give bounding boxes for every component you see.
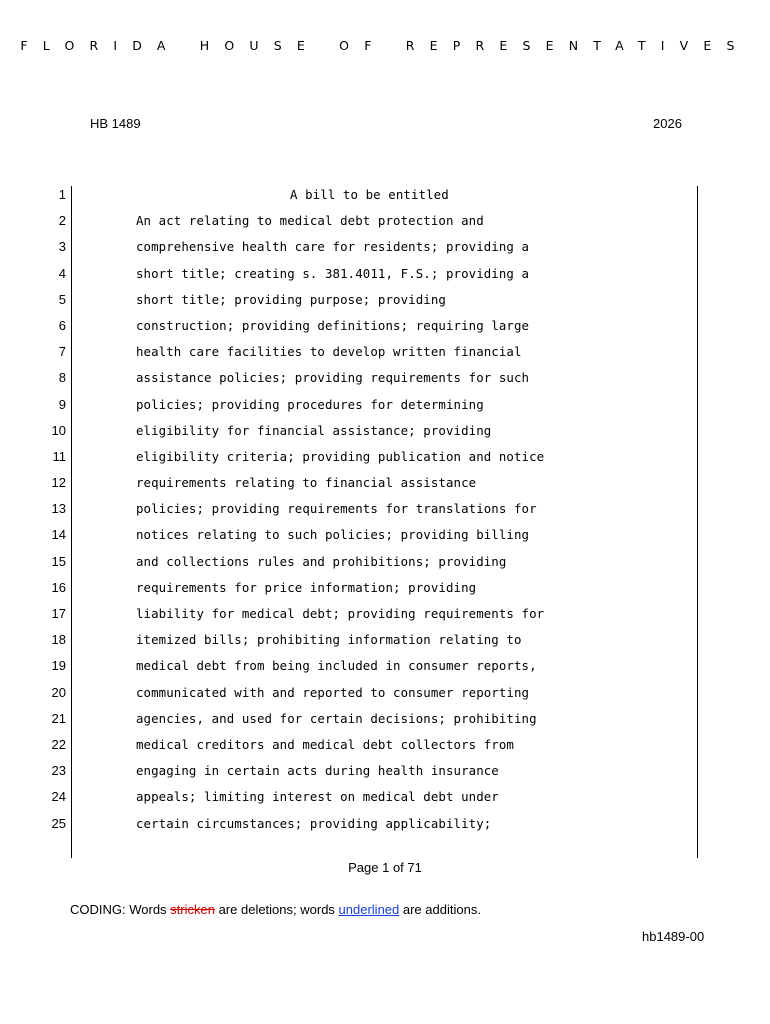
bill-year: 2026 [653, 116, 682, 131]
bill-line [0, 627, 770, 653]
line-text: agencies, and used for certain decisions; prohibiting [136, 710, 537, 726]
bill-line [0, 287, 770, 313]
line-text: medical debt from being included in consumer reports, [136, 658, 537, 674]
line-text: eligibility criteria; providing publication and notice [136, 448, 545, 464]
bill-line [0, 261, 770, 287]
bill-line [0, 234, 770, 260]
line-number: 6 [58, 317, 66, 333]
line-number: 12 [51, 475, 66, 491]
line-number: 25 [51, 815, 66, 831]
bill-line [0, 732, 770, 758]
line-text: appeals; limiting interest on medical debt under [136, 789, 499, 805]
line-number: 10 [51, 422, 66, 438]
line-text: short title; providing purpose; providing [136, 291, 446, 307]
line-number: 9 [58, 396, 66, 412]
bill-line [0, 706, 770, 732]
line-text: notices relating to such policies; providing billing [136, 527, 530, 543]
line-number: 15 [51, 553, 66, 569]
line-number: 3 [58, 239, 66, 255]
line-text: and collections rules and prohibitions; providing [136, 553, 507, 569]
line-number: 17 [51, 606, 66, 621]
line-text: medical creditors and medical debt collectors from [136, 736, 514, 752]
bill-line [0, 470, 770, 496]
line-number: 22 [51, 736, 66, 752]
bill-heading: A bill to be entitled [290, 187, 449, 202]
line-text: policies; providing procedures for determining [136, 396, 484, 412]
line-text: communicated with and reported to consumer reporting [136, 684, 530, 700]
line-number: 21 [51, 710, 66, 726]
line-number: 1 [58, 187, 66, 202]
line-text: requirements relating to financial assistance [136, 475, 477, 491]
coding-prefix: CODING: Words [70, 902, 171, 917]
line-text: short title; creating s. 381.4011, F.S.; providing a [136, 265, 530, 281]
line-text: itemized bills; prohibiting information relating to [136, 632, 522, 648]
bill-line [0, 208, 770, 234]
line-text: eligibility for financial assistance; providing [136, 422, 492, 438]
line-text: comprehensive health care for residents; providing a [136, 239, 530, 255]
line-number: 7 [58, 344, 66, 360]
line-number: 8 [58, 370, 66, 386]
bill-line [0, 653, 770, 679]
coding-suffix: are additions. [399, 902, 481, 917]
line-number: 20 [51, 684, 66, 700]
line-text: engaging in certain acts during health insurance [136, 763, 499, 779]
coding-middle: are deletions; words [214, 902, 339, 917]
chamber-header: FLORIDA HOUSE OF REPRESENTATIVES [20, 38, 750, 53]
bill-line [0, 549, 770, 575]
bill-line [0, 418, 770, 444]
page-number: Page 1 of 71 [348, 860, 422, 875]
bill-line [0, 313, 770, 339]
bill-number: HB 1489 [90, 116, 141, 131]
bill-line [0, 811, 770, 837]
bill-line [0, 784, 770, 810]
line-text: health care facilities to develop written financial [136, 344, 522, 360]
bill-line [0, 392, 770, 418]
line-text: liability for medical debt; providing requirements for [136, 606, 545, 621]
bill-line [0, 339, 770, 365]
line-number: 5 [58, 291, 66, 307]
line-number: 14 [51, 527, 66, 543]
line-number: 2 [58, 213, 66, 229]
coding-stricken-example: stricken [170, 902, 215, 917]
line-number: 18 [51, 632, 66, 648]
line-text: certain circumstances; providing applicability; [136, 815, 492, 831]
line-text: assistance policies; providing requirements for such [136, 370, 530, 386]
line-number: 13 [51, 501, 66, 517]
coding-underlined-example: underlined [338, 902, 400, 917]
line-number: 24 [51, 789, 66, 805]
bill-line [0, 680, 770, 706]
bill-line [0, 365, 770, 391]
line-number: 23 [51, 763, 66, 779]
line-text: An act relating to medical debt protection and [136, 213, 484, 229]
bill-line [0, 444, 770, 470]
line-number: 16 [51, 579, 66, 595]
line-text: requirements for price information; providing [136, 579, 477, 595]
line-number: 4 [58, 265, 66, 281]
bill-text-lines [0, 182, 770, 837]
bill-line [0, 496, 770, 522]
bill-line [0, 758, 770, 784]
line-number: 11 [52, 448, 66, 464]
document-code: hb1489-00 [642, 929, 705, 944]
bill-line [0, 182, 770, 208]
line-text: policies; providing requirements for translations for [136, 501, 537, 517]
line-number: 19 [51, 658, 66, 674]
bill-line [0, 601, 770, 627]
line-text: construction; providing definitions; requiring large [136, 317, 530, 333]
bill-line [0, 522, 770, 548]
coding-legend [70, 902, 481, 917]
bill-line [0, 575, 770, 601]
